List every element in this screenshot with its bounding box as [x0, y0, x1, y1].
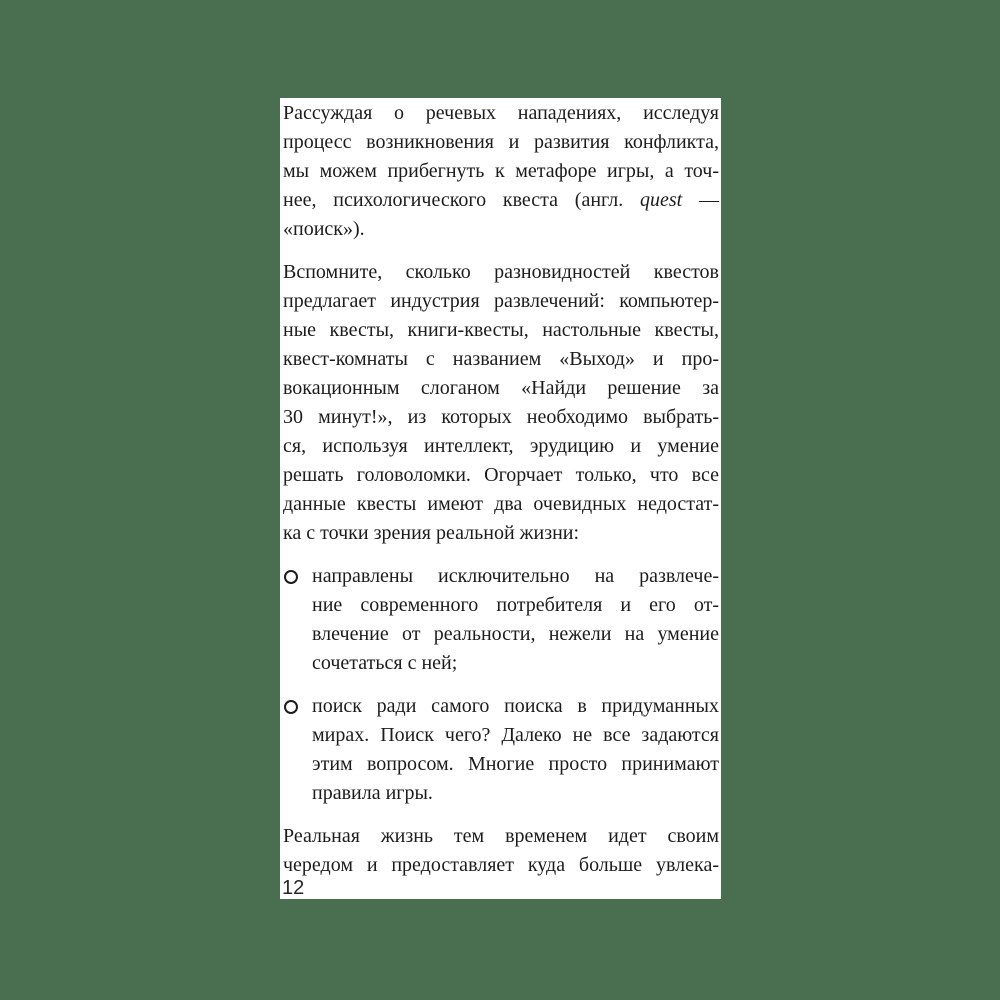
text-line: этим вопросом. Многие просто принимают: [312, 753, 719, 775]
page-text: [283, 99, 719, 880]
text-line: сочетаться с ней;: [312, 652, 458, 674]
paragraph: [283, 822, 719, 880]
text-line: мы можем прибегнуть к метафоре игры, а точ-: [283, 160, 719, 182]
text-line: предлагает индустрия развлечений: компьютер-: [283, 290, 719, 312]
text-line: влечение от реальности, нежели на умение: [312, 623, 719, 645]
text-line: ся, используя интеллект, эрудицию и умение: [283, 435, 719, 457]
bullet-item: [283, 562, 719, 678]
text-segment: нее, психологического квеста (англ.: [283, 189, 640, 211]
text-line: чередом и предоставляет куда больше увлека-: [283, 854, 719, 876]
text-line: Вспомните, сколько разновидностей квестов: [283, 261, 719, 283]
paragraph: [283, 99, 719, 244]
circle-outline-icon: [284, 700, 298, 714]
bullet-text: [312, 692, 719, 808]
text-line: поиск ради самого поиска в придуманных: [312, 695, 719, 717]
text-line: процесс возникновения и развития конфликта,: [283, 131, 719, 153]
text-line: ка с точки зрения реальной жизни:: [283, 522, 580, 544]
book-page: [280, 98, 721, 899]
text-line: Реальная жизнь тем временем идет своим: [283, 825, 719, 847]
bullet-marker-column: [283, 692, 312, 808]
text-line: ные квесты, книги-квесты, настольные квесты,: [283, 319, 719, 341]
text-line: мирах. Поиск чего? Далеко не все задаются: [312, 724, 719, 746]
text-line: вокационным слоганом «Найди решение за: [283, 377, 719, 399]
text-line: ние современного потребителя и его от-: [312, 594, 719, 616]
paragraph: [283, 258, 719, 548]
text-line: 30 минут!», из которых необходимо выбрать-: [283, 406, 719, 428]
text-line: решать головоломки. Огорчает только, что все: [283, 464, 719, 486]
text-line: квест-комнаты с названием «Выход» и про-: [283, 348, 719, 370]
page-number: 12: [282, 877, 305, 899]
text-line: «поиск»).: [283, 218, 365, 240]
text-segment: —: [682, 189, 719, 211]
bullet-text: [312, 562, 719, 678]
text-line: правила игры.: [312, 782, 433, 804]
bullet-marker-column: [283, 562, 312, 678]
text-line: [283, 186, 719, 215]
circle-outline-icon: [284, 570, 298, 584]
bullet-item: [283, 692, 719, 808]
text-line: данные квесты имеют два очевидных недостат-: [283, 493, 719, 515]
text-line: направлены исключительно на развлече-: [312, 565, 719, 587]
text-line: Рассуждая о речевых нападениях, исследуя: [283, 102, 719, 124]
italic-term: quest: [640, 189, 683, 211]
